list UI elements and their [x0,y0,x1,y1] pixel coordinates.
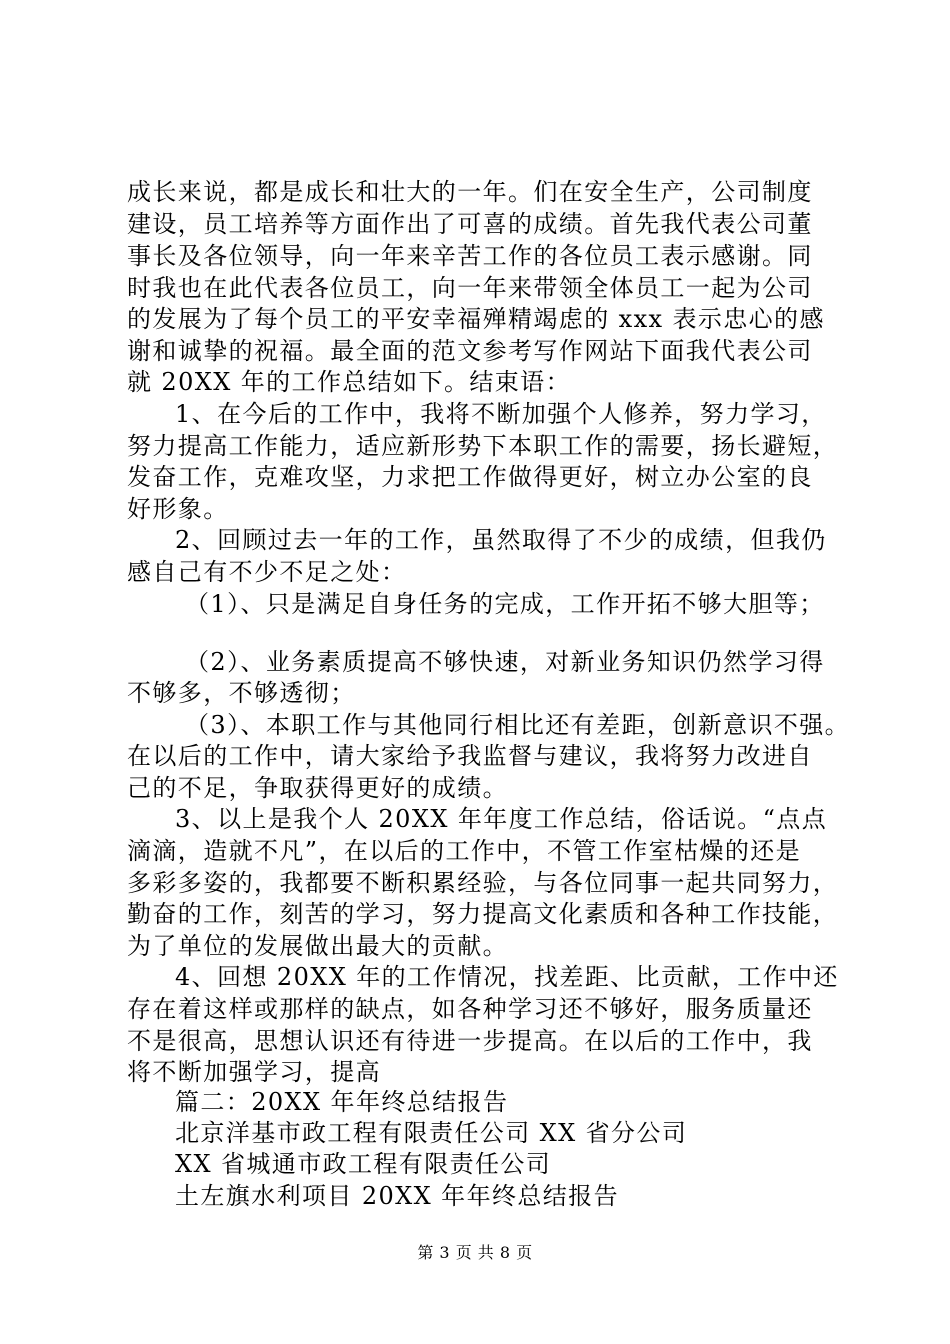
body-text-line: 时我也在此代表各位员工，向一年来带领全体员工一起为公司 [127,274,813,302]
company-name-line: XX 省城通市政工程有限责任公司 [175,1150,552,1178]
report-title-line: 土左旗水利项目 20XX 年年终总结报告 [175,1182,619,1210]
body-text-line: 的发展为了每个员工的平安幸福殚精竭虑的 xxx 表示忠心的感 [127,305,825,333]
section-heading: 篇二：20XX 年年终总结报告 [175,1088,509,1116]
body-text-line: 成长来说，都是成长和壮大的一年。们在安全生产，公司制度 [127,178,813,206]
subitem-3-line: （3）、本职工作与其他同行相比还有差距，创新意识不强。 [185,711,851,739]
body-text-line: 努力提高工作能力，适应新形势下本职工作的需要，扬长避短， [127,432,839,460]
subitem-2-line: （2）、业务素质提高不够快速，对新业务知识仍然学习得 [185,648,825,676]
body-text-line: 感自己有不少不足之处： [127,558,407,586]
item-3-line: 3、以上是我个人 20XX 年年度工作总结，俗话说。“点点 [175,805,828,833]
body-text-line: 为了单位的发展做出最大的贡献。 [127,932,508,960]
item-1-line: 1、在今后的工作中，我将不断加强个人修养，努力学习， [175,400,827,428]
body-text-line: 事长及各位领导，向一年来辛苦工作的各位员工表示感谢。同 [127,242,813,270]
body-text-line: 滴滴，造就不凡”，在以后的工作中，不管工作室枯燥的还是 [127,837,802,865]
body-text-line: 不是很高，思想认识还有待进一步提高。在以后的工作中，我 [127,1027,813,1055]
body-text-line: 谢和诚挚的祝福。最全面的范文参考写作网站下面我代表公司 [127,337,813,365]
body-text-line: 在以后的工作中，请大家给予我监督与建议，我将努力改进自 [127,742,813,770]
item-2-line: 2、回顾过去一年的工作，虽然取得了不少的成绩，但我仍 [175,526,827,554]
company-name-line: 北京洋基市政工程有限责任公司 XX 省分公司 [175,1119,688,1147]
body-text-line: 勤奋的工作，刻苦的学习，努力提高文化素质和各种工作技能， [127,900,839,928]
body-text-line: 将不断加强学习，提高 [127,1058,381,1086]
body-text-line: 存在着这样或那样的缺点，如各种学习还不够好，服务质量还 [127,995,813,1023]
body-text-line: 好形象。 [127,495,229,523]
body-text-line: 己的不足，争取获得更好的成绩。 [127,774,508,802]
body-text-line: 发奋工作，克难攻坚，力求把工作做得更好，树立办公室的良 [127,463,813,491]
body-text-line: 就 20XX 年的工作总结如下。结束语： [127,368,571,396]
body-text-line: 多彩多姿的，我都要不断积累经验，与各位同事一起共同努力， [127,869,839,897]
item-4-line: 4、回想 20XX 年的工作情况，找差距、比贡献，工作中还 [175,963,839,991]
page-number-footer: 第 3 页 共 8 页 [417,1243,533,1262]
subitem-1-line: （1）、只是满足自身任务的完成，工作开拓不够大胆等； [185,590,825,618]
body-text-line: 不够多，不够透彻； [127,679,356,707]
body-text-line: 建设，员工培养等方面作出了可喜的成绩。首先我代表公司董 [127,210,813,238]
